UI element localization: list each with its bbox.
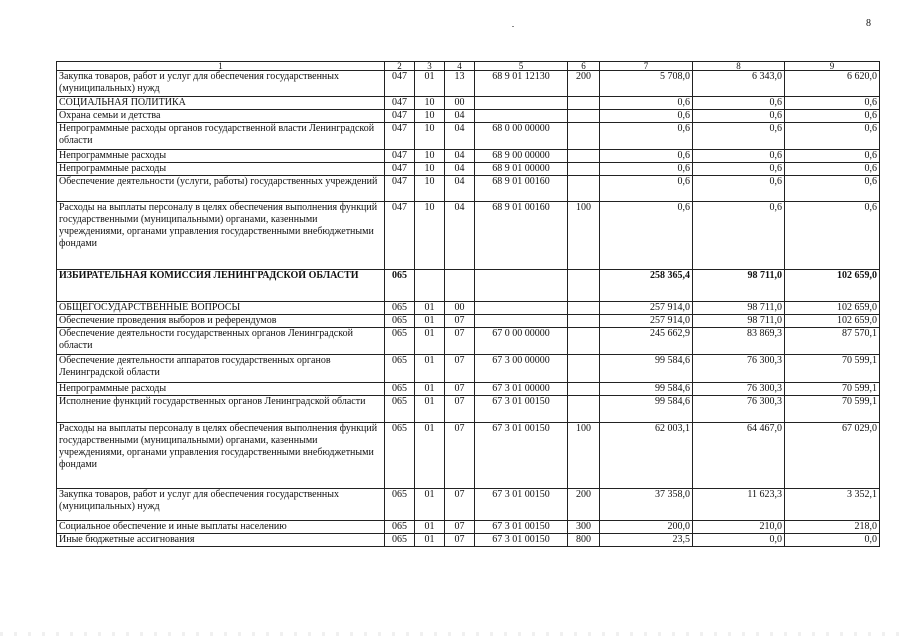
amount-col-9: 0,6 <box>785 150 880 163</box>
table-header-row <box>57 62 880 71</box>
section-code: 01 <box>415 302 445 315</box>
header-cell: 4 <box>445 62 475 71</box>
subsection-code: 07 <box>445 355 475 383</box>
admin-code: 065 <box>385 270 415 302</box>
amount-col-7: 99 584,6 <box>600 396 693 423</box>
row-name: ОБЩЕГОСУДАРСТВЕННЫЕ ВОПРОСЫ <box>57 302 385 315</box>
row-name: Непрограммные расходы <box>57 383 385 396</box>
admin-code: 065 <box>385 355 415 383</box>
expense-type-code <box>568 97 600 110</box>
row-name: СОЦИАЛЬНАЯ ПОЛИТИКА <box>57 97 385 110</box>
amount-col-8: 98 711,0 <box>693 302 785 315</box>
target-article-code <box>475 270 568 302</box>
table-row <box>57 163 880 176</box>
amount-col-8: 98 711,0 <box>693 315 785 328</box>
amount-col-8: 64 467,0 <box>693 423 785 489</box>
row-name: Иные бюджетные ассигнования <box>57 534 385 547</box>
section-code: 10 <box>415 123 445 150</box>
amount-col-7: 0,6 <box>600 123 693 150</box>
target-article-code: 68 9 01 00000 <box>475 163 568 176</box>
amount-col-9: 0,6 <box>785 110 880 123</box>
table-row <box>57 423 880 489</box>
section-code: 01 <box>415 71 445 97</box>
amount-col-9: 0,6 <box>785 202 880 270</box>
section-code: 10 <box>415 97 445 110</box>
amount-col-7: 200,0 <box>600 521 693 534</box>
table-row <box>57 71 880 97</box>
section-code: 10 <box>415 202 445 270</box>
amount-col-9: 87 570,1 <box>785 328 880 355</box>
table-row <box>57 110 880 123</box>
table-row <box>57 383 880 396</box>
amount-col-7: 62 003,1 <box>600 423 693 489</box>
subsection-code: 04 <box>445 150 475 163</box>
row-name: Социальное обеспечение и иные выплаты населению <box>57 521 385 534</box>
target-article-code: 67 3 01 00150 <box>475 396 568 423</box>
table-row <box>57 302 880 315</box>
amount-col-8: 0,6 <box>693 97 785 110</box>
section-code: 01 <box>415 396 445 423</box>
admin-code: 065 <box>385 315 415 328</box>
amount-col-8: 98 711,0 <box>693 270 785 302</box>
admin-code: 065 <box>385 396 415 423</box>
expense-type-code: 100 <box>568 202 600 270</box>
amount-col-7: 245 662,9 <box>600 328 693 355</box>
row-name: Обеспечение деятельности (услуги, работы) государственных учреждений <box>57 176 385 202</box>
amount-col-7: 0,6 <box>600 163 693 176</box>
amount-col-8: 210,0 <box>693 521 785 534</box>
row-name: Расходы на выплаты персоналу в целях обеспечения выполнения функций государственными (муниципальными) органами, казенными учреждениями, органами управления государственными внебюджетными фондами <box>57 202 385 270</box>
expense-type-code <box>568 355 600 383</box>
table-row <box>57 123 880 150</box>
amount-col-9: 0,6 <box>785 97 880 110</box>
subsection-code: 07 <box>445 423 475 489</box>
header-cell: 7 <box>600 62 693 71</box>
row-name: Охрана семьи и детства <box>57 110 385 123</box>
header-cell: 1 <box>57 62 385 71</box>
amount-col-8: 0,6 <box>693 110 785 123</box>
amount-col-7: 257 914,0 <box>600 302 693 315</box>
expense-type-code <box>568 110 600 123</box>
row-name: Обеспечение проведения выборов и референдумов <box>57 315 385 328</box>
expense-type-code <box>568 396 600 423</box>
amount-col-9: 70 599,1 <box>785 355 880 383</box>
section-code: 10 <box>415 176 445 202</box>
table-row <box>57 270 880 302</box>
target-article-code: 68 9 00 00000 <box>475 150 568 163</box>
admin-code: 047 <box>385 123 415 150</box>
table-row <box>57 534 880 547</box>
row-name: Обеспечение деятельности аппаратов государственных органов Ленинградской области <box>57 355 385 383</box>
amount-col-9: 0,6 <box>785 163 880 176</box>
row-name: Непрограммные расходы органов государственной власти Ленинградской области <box>57 123 385 150</box>
subsection-code: 04 <box>445 176 475 202</box>
target-article-code: 67 3 01 00150 <box>475 489 568 521</box>
header-cell: 9 <box>785 62 880 71</box>
expense-type-code <box>568 270 600 302</box>
budget-table <box>56 61 880 547</box>
amount-col-8: 76 300,3 <box>693 396 785 423</box>
subsection-code: 07 <box>445 328 475 355</box>
section-code: 01 <box>415 521 445 534</box>
target-article-code: 68 9 01 12130 <box>475 71 568 97</box>
target-article-code: 67 3 01 00000 <box>475 383 568 396</box>
subsection-code: 07 <box>445 315 475 328</box>
amount-col-9: 0,6 <box>785 176 880 202</box>
amount-col-8: 0,0 <box>693 534 785 547</box>
amount-col-8: 0,6 <box>693 202 785 270</box>
amount-col-8: 11 623,3 <box>693 489 785 521</box>
admin-code: 065 <box>385 521 415 534</box>
amount-col-7: 99 584,6 <box>600 355 693 383</box>
section-code: 01 <box>415 423 445 489</box>
header-cell: 2 <box>385 62 415 71</box>
amount-col-7: 0,6 <box>600 202 693 270</box>
target-article-code: 68 9 01 00160 <box>475 176 568 202</box>
amount-col-7: 258 365,4 <box>600 270 693 302</box>
table-row <box>57 328 880 355</box>
table-row <box>57 521 880 534</box>
table-row <box>57 202 880 270</box>
target-article-code <box>475 302 568 315</box>
target-article-code: 67 3 00 00000 <box>475 355 568 383</box>
row-name: Обеспечение деятельности государственных органов Ленинградской области <box>57 328 385 355</box>
amount-col-9: 6 620,0 <box>785 71 880 97</box>
target-article-code: 68 9 01 00160 <box>475 202 568 270</box>
amount-col-8: 0,6 <box>693 176 785 202</box>
admin-code: 047 <box>385 71 415 97</box>
table-row <box>57 176 880 202</box>
row-name: Расходы на выплаты персоналу в целях обеспечения выполнения функций государственными (муниципальными) органами, казенными учреждениями, органами управления государственными внебюджетными фондами <box>57 423 385 489</box>
admin-code: 065 <box>385 302 415 315</box>
section-code: 10 <box>415 150 445 163</box>
section-code: 01 <box>415 534 445 547</box>
row-name: Непрограммные расходы <box>57 150 385 163</box>
amount-col-9: 67 029,0 <box>785 423 880 489</box>
target-article-code <box>475 315 568 328</box>
amount-col-7: 0,6 <box>600 97 693 110</box>
amount-col-9: 0,0 <box>785 534 880 547</box>
admin-code: 047 <box>385 150 415 163</box>
amount-col-9: 3 352,1 <box>785 489 880 521</box>
amount-col-7: 37 358,0 <box>600 489 693 521</box>
admin-code: 065 <box>385 328 415 355</box>
header-cell: 6 <box>568 62 600 71</box>
amount-col-9: 70 599,1 <box>785 383 880 396</box>
section-code <box>415 270 445 302</box>
amount-col-7: 0,6 <box>600 150 693 163</box>
amount-col-7: 23,5 <box>600 534 693 547</box>
amount-col-8: 0,6 <box>693 123 785 150</box>
amount-col-9: 102 659,0 <box>785 270 880 302</box>
expense-type-code: 800 <box>568 534 600 547</box>
admin-code: 065 <box>385 423 415 489</box>
row-name: ИЗБИРАТЕЛЬНАЯ КОМИССИЯ ЛЕНИНГРАДСКОЙ ОБЛАСТИ <box>57 270 385 302</box>
target-article-code: 68 0 00 00000 <box>475 123 568 150</box>
row-name: Закупка товаров, работ и услуг для обеспечения государственных (муниципальных) нужд <box>57 489 385 521</box>
section-code: 10 <box>415 163 445 176</box>
amount-col-9: 0,6 <box>785 123 880 150</box>
amount-col-8: 76 300,3 <box>693 355 785 383</box>
amount-col-7: 257 914,0 <box>600 315 693 328</box>
amount-col-9: 70 599,1 <box>785 396 880 423</box>
expense-type-code: 200 <box>568 489 600 521</box>
row-name: Непрограммные расходы <box>57 163 385 176</box>
table-row <box>57 396 880 423</box>
row-name: Закупка товаров, работ и услуг для обеспечения государственных (муниципальных) нужд <box>57 71 385 97</box>
amount-col-9: 102 659,0 <box>785 302 880 315</box>
row-name: Исполнение функций государственных органов Ленинградской области <box>57 396 385 423</box>
expense-type-code <box>568 123 600 150</box>
expense-type-code <box>568 176 600 202</box>
section-code: 01 <box>415 355 445 383</box>
subsection-code: 04 <box>445 202 475 270</box>
admin-code: 047 <box>385 202 415 270</box>
target-article-code: 67 0 00 00000 <box>475 328 568 355</box>
target-article-code: 67 3 01 00150 <box>475 534 568 547</box>
target-article-code <box>475 97 568 110</box>
table-row <box>57 315 880 328</box>
expense-type-code <box>568 163 600 176</box>
subsection-code: 04 <box>445 123 475 150</box>
amount-col-7: 99 584,6 <box>600 383 693 396</box>
header-cell: 8 <box>693 62 785 71</box>
section-code: 01 <box>415 315 445 328</box>
subsection-code: 07 <box>445 489 475 521</box>
header-cell: 5 <box>475 62 568 71</box>
header-cell: 3 <box>415 62 445 71</box>
subsection-code: 04 <box>445 163 475 176</box>
table-row <box>57 97 880 110</box>
subsection-code: 00 <box>445 97 475 110</box>
target-article-code: 67 3 01 00150 <box>475 423 568 489</box>
admin-code: 065 <box>385 383 415 396</box>
table-row <box>57 355 880 383</box>
amount-col-8: 6 343,0 <box>693 71 785 97</box>
amount-col-8: 0,6 <box>693 150 785 163</box>
amount-col-8: 0,6 <box>693 163 785 176</box>
admin-code: 047 <box>385 97 415 110</box>
section-code: 01 <box>415 489 445 521</box>
admin-code: 065 <box>385 534 415 547</box>
subsection-code <box>445 270 475 302</box>
target-article-code: 67 3 01 00150 <box>475 521 568 534</box>
amount-col-9: 218,0 <box>785 521 880 534</box>
amount-col-7: 0,6 <box>600 110 693 123</box>
subsection-code: 07 <box>445 521 475 534</box>
amount-col-9: 102 659,0 <box>785 315 880 328</box>
subsection-code: 07 <box>445 534 475 547</box>
subsection-code: 13 <box>445 71 475 97</box>
scan-speck <box>512 26 514 27</box>
table-row <box>57 150 880 163</box>
expense-type-code: 200 <box>568 71 600 97</box>
scan-edge-noise <box>0 632 905 636</box>
expense-type-code: 100 <box>568 423 600 489</box>
expense-type-code <box>568 315 600 328</box>
amount-col-7: 0,6 <box>600 176 693 202</box>
subsection-code: 04 <box>445 110 475 123</box>
subsection-code: 00 <box>445 302 475 315</box>
page-number: 8 <box>866 18 871 29</box>
section-code: 01 <box>415 328 445 355</box>
admin-code: 065 <box>385 489 415 521</box>
expense-type-code <box>568 302 600 315</box>
amount-col-7: 5 708,0 <box>600 71 693 97</box>
expense-type-code <box>568 383 600 396</box>
table-row <box>57 489 880 521</box>
admin-code: 047 <box>385 110 415 123</box>
admin-code: 047 <box>385 176 415 202</box>
amount-col-8: 76 300,3 <box>693 383 785 396</box>
expense-type-code <box>568 150 600 163</box>
section-code: 01 <box>415 383 445 396</box>
target-article-code <box>475 110 568 123</box>
expense-type-code: 300 <box>568 521 600 534</box>
admin-code: 047 <box>385 163 415 176</box>
section-code: 10 <box>415 110 445 123</box>
subsection-code: 07 <box>445 396 475 423</box>
subsection-code: 07 <box>445 383 475 396</box>
amount-col-8: 83 869,3 <box>693 328 785 355</box>
expense-type-code <box>568 328 600 355</box>
